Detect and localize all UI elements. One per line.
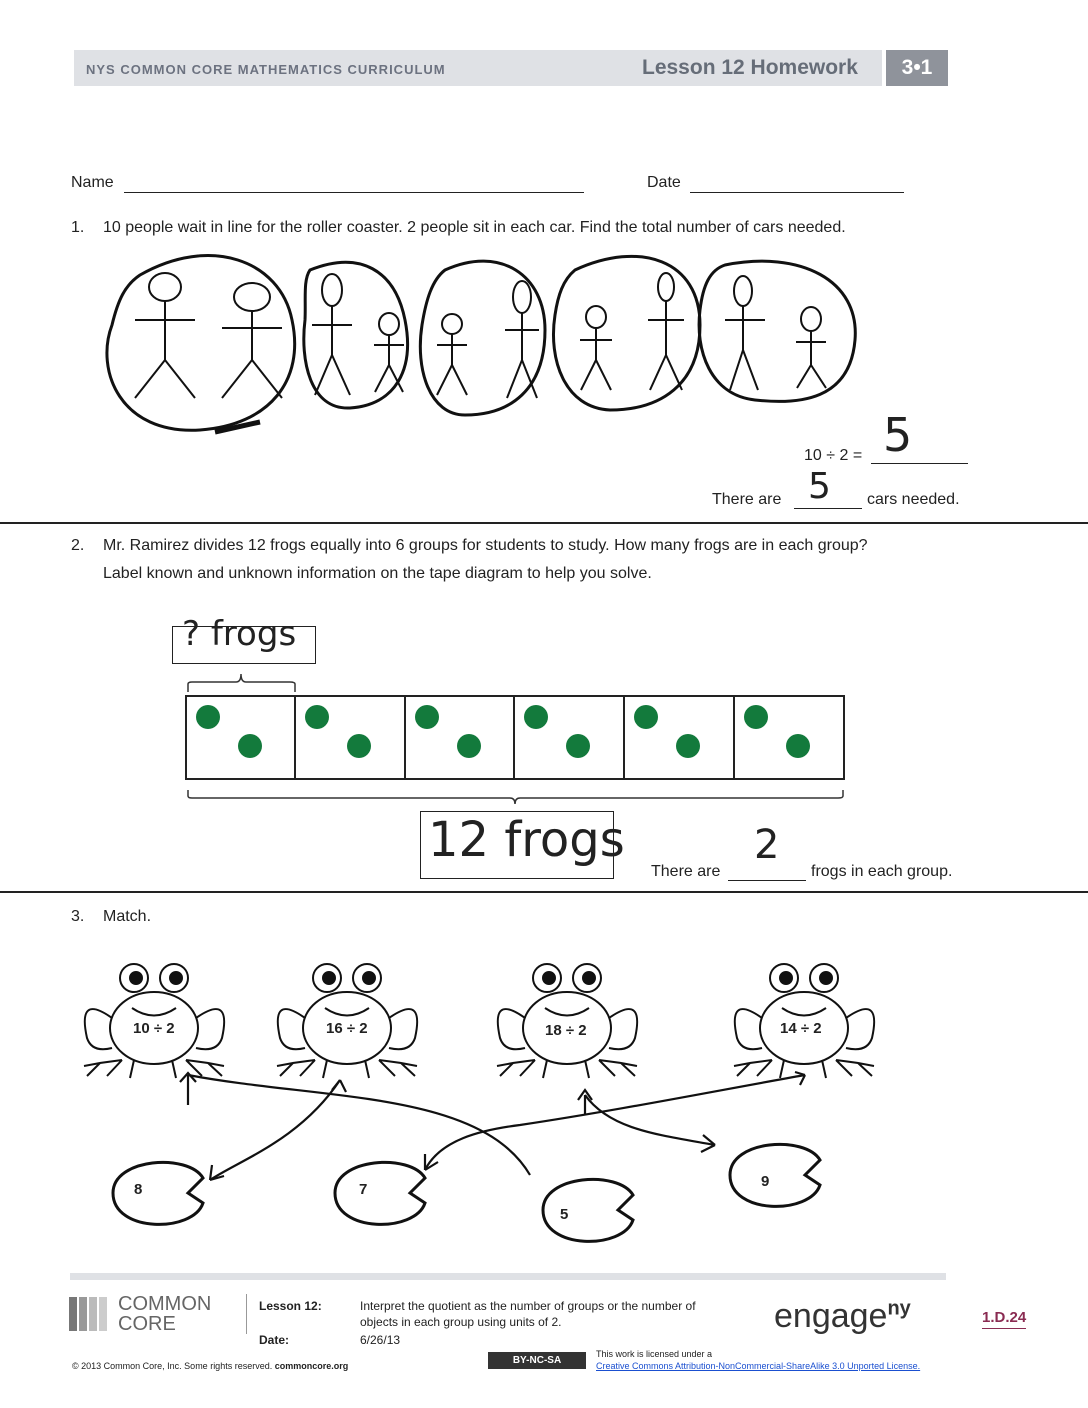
frog-dot [196,705,220,729]
q1-sentence-blank[interactable] [794,508,862,509]
frog-dot [524,705,548,729]
footer-date-value: 6/26/13 [360,1333,401,1347]
q3-number: 3. [71,908,85,925]
lily-pad [113,1162,203,1224]
stick-person [135,273,195,398]
unknown-label: ? frogs [182,614,297,654]
engage-sup: ny [887,1297,911,1320]
engage-text: engage [774,1297,888,1335]
match-arrow [425,1075,805,1170]
q2-sentence-end: frogs in each group. [811,863,953,880]
q1-equation-answer: 5 [883,408,913,462]
q2-sentence-blank[interactable] [728,880,806,881]
frog-dot [347,734,371,758]
frog-drawing [497,964,637,1078]
unit-brace [188,674,295,692]
stick-person [437,314,467,395]
q3-text: Match. [103,908,152,925]
engageny-logo [774,1297,911,1336]
page-code: 1.D.24 [982,1309,1026,1329]
lily-pad-label: 9 [761,1173,770,1190]
date-field[interactable] [690,192,904,193]
frog-dot [744,705,768,729]
section-divider [0,522,1088,524]
name-field[interactable] [124,192,584,193]
frog-label: 14 ÷ 2 [780,1020,822,1037]
match-drawing [0,940,1088,1260]
stick-person [312,274,352,395]
curriculum-title: NYS COMMON CORE MATHEMATICS CURRICULUM [86,62,446,77]
frog-dot [305,705,329,729]
lily-pad [335,1162,425,1224]
match-arrow [578,1090,715,1152]
frog-dot [786,734,810,758]
q1-sentence-start: There are [712,491,782,508]
copyright-site[interactable]: commoncore.org [274,1361,349,1371]
frog-dot [566,734,590,758]
section-divider [0,891,1088,893]
q1-people-drawing [0,240,1088,440]
match-arrow [210,1080,346,1180]
stick-person [580,306,612,390]
total-brace [188,790,843,804]
q1-number: 1. [71,219,85,236]
footer-date-label: Date: [259,1333,290,1347]
frog-dot [238,734,262,758]
copyright-text: © 2013 Common Core, Inc. Some rights reserved. [72,1361,273,1371]
lily-pad-label: 7 [359,1181,368,1198]
footer-divider [246,1294,247,1334]
stick-person [222,283,282,398]
frog-dot [457,734,481,758]
footer-lesson-desc-line1: Interpret the quotient as the number of groups or the number of [360,1299,696,1313]
q1-equation-blank[interactable] [871,463,968,464]
copyright [72,1361,348,1371]
frog-label: 18 ÷ 2 [545,1022,587,1039]
lesson-title: Lesson 12 Homework [642,56,858,79]
q2-text-line2: Label known and unknown information on the tape diagram to help you solve. [103,565,652,582]
frog-dot [634,705,658,729]
footer-lesson-label: Lesson 12: [259,1299,322,1313]
q1-sentence-end: cars needed. [867,491,960,508]
frog-label: 16 ÷ 2 [326,1020,368,1037]
date-label: Date [647,174,681,191]
logo-text-line1: COMMON [118,1293,212,1315]
frog-label: 10 ÷ 2 [133,1020,175,1037]
footer-lesson-desc-line2: objects in each group using units of 2. [360,1315,562,1329]
stick-person [796,307,826,388]
q2-number: 2. [71,537,85,554]
frog-dot [676,734,700,758]
stick-person [725,276,765,390]
group-circle [107,256,295,431]
q1-text: 10 people wait in line for the roller coaster. 2 people sit in each car. Find the total number of cars needed. [103,219,846,236]
license-line1: This work is licensed under a [596,1349,713,1359]
lily-pad [730,1144,820,1206]
footer-bar [70,1273,946,1280]
lily-pad-label: 5 [560,1206,569,1223]
lily-pad-label: 8 [134,1181,143,1198]
stick-person [648,273,684,390]
tape-diagram [0,670,1088,810]
total-label: 12 frogs [428,812,625,868]
match-arrow [180,1073,196,1105]
match-arrow [210,1080,340,1180]
common-core-logo-icon [69,1297,109,1331]
q2-text-line1: Mr. Ramirez divides 12 frogs equally into 6 groups for students to study. How many frogs are in each group? [103,537,868,554]
group-circle [553,256,700,410]
license-link[interactable]: Creative Commons Attribution-NonCommercial-ShareAlike 3.0 Unported License. [596,1361,921,1371]
name-label: Name [71,174,114,191]
q2-sentence-answer: 2 [754,822,780,868]
logo-text-line2: CORE [118,1313,176,1335]
frog-dot [415,705,439,729]
lily-pad [543,1179,633,1241]
q2-sentence-start: There are [651,863,721,880]
group-circle [699,261,855,401]
q1-equation: 10 ÷ 2 = [804,447,863,464]
q1-sentence-answer: 5 [808,466,831,507]
cc-license-badge: BY-NC-SA [488,1352,586,1369]
match-arrow [188,1075,530,1175]
grade-module-badge: 3•1 [886,50,948,86]
